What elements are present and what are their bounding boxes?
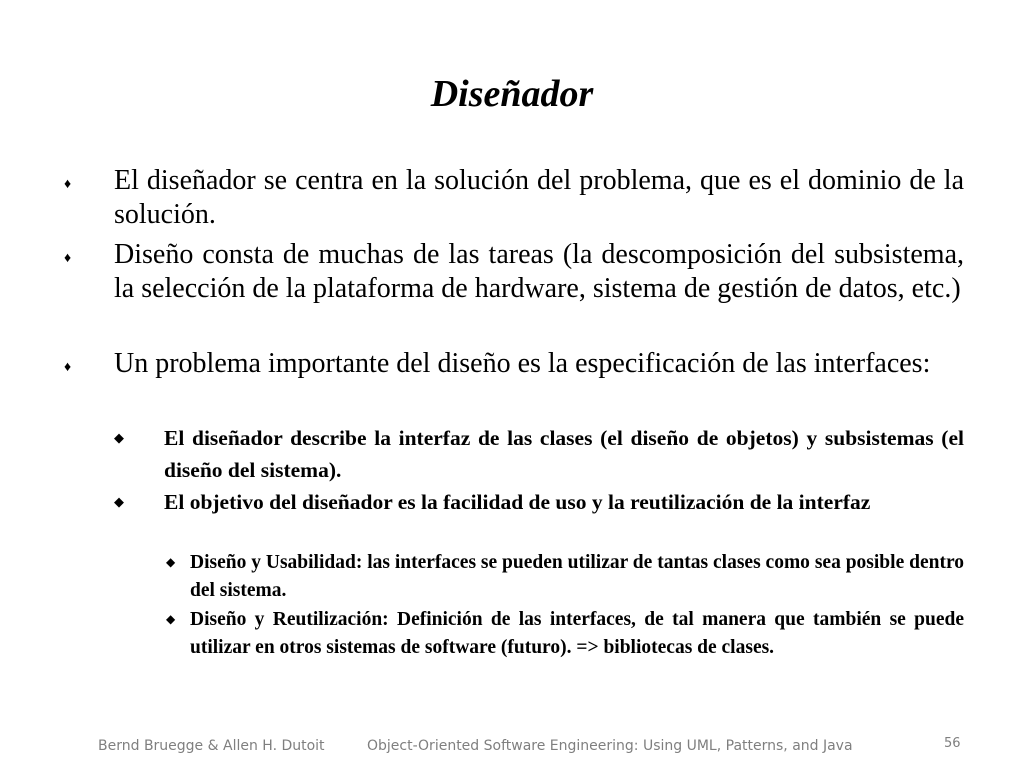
- footer-authors: Bernd Bruegge & Allen H. Dutoit: [98, 738, 325, 754]
- sub-bullet-text: El objetivo del diseñador es la facilidad de uso y la reutilización de la interfaz: [164, 490, 871, 514]
- diamond-bullet-icon: ◆: [166, 612, 176, 626]
- bullet-text: El diseñador se centra en la solución del problema, que es el dominio de la solución.: [114, 165, 964, 230]
- sub-bullet-item: [114, 486, 964, 518]
- sub-bullet-text: El diseñador describe la interfaz de las clases (el diseño de objetos) y subsistemas (el diseño del sistema).: [164, 426, 964, 482]
- bullet-text: Diseño consta de muchas de las tareas (la descomposición del subsistema, la selección de la plataforma de hardware, sistema de gestión de datos, etc.): [114, 239, 964, 304]
- diamond-bullet-icon: ♦: [64, 360, 72, 375]
- page-number: 56: [944, 736, 961, 751]
- sub-sub-bullet-item: [166, 606, 964, 662]
- footer-book-title: Object-Oriented Software Engineering: Using UML, Patterns, and Java: [367, 738, 853, 754]
- bullet-item: [64, 164, 964, 232]
- sub-sub-bullet-text: Diseño y Usabilidad: las interfaces se pueden utilizar de tantas clases como sea posible dentro del sistema.: [190, 552, 964, 601]
- diamond-bullet-icon: ◆: [166, 555, 176, 569]
- bullet-item: [64, 238, 964, 306]
- bullet-item: [64, 347, 964, 381]
- bullet-text: Un problema importante del diseño es la especificación de las interfaces:: [114, 348, 931, 379]
- sub-sub-bullet-text: Diseño y Reutilización: Definición de las interfaces, de tal manera que también se puede utilizar en otros sistemas de software (futuro). => bibliotecas de clases.: [190, 609, 964, 658]
- slide-title: Diseñador: [430, 73, 594, 115]
- diamond-bullet-icon: ◆: [114, 494, 124, 509]
- diamond-bullet-icon: ◆: [114, 430, 124, 445]
- diamond-bullet-icon: ♦: [64, 251, 72, 266]
- sub-sub-bullet-item: [166, 549, 964, 605]
- diamond-bullet-icon: ♦: [64, 177, 72, 192]
- sub-bullet-item: [114, 422, 964, 486]
